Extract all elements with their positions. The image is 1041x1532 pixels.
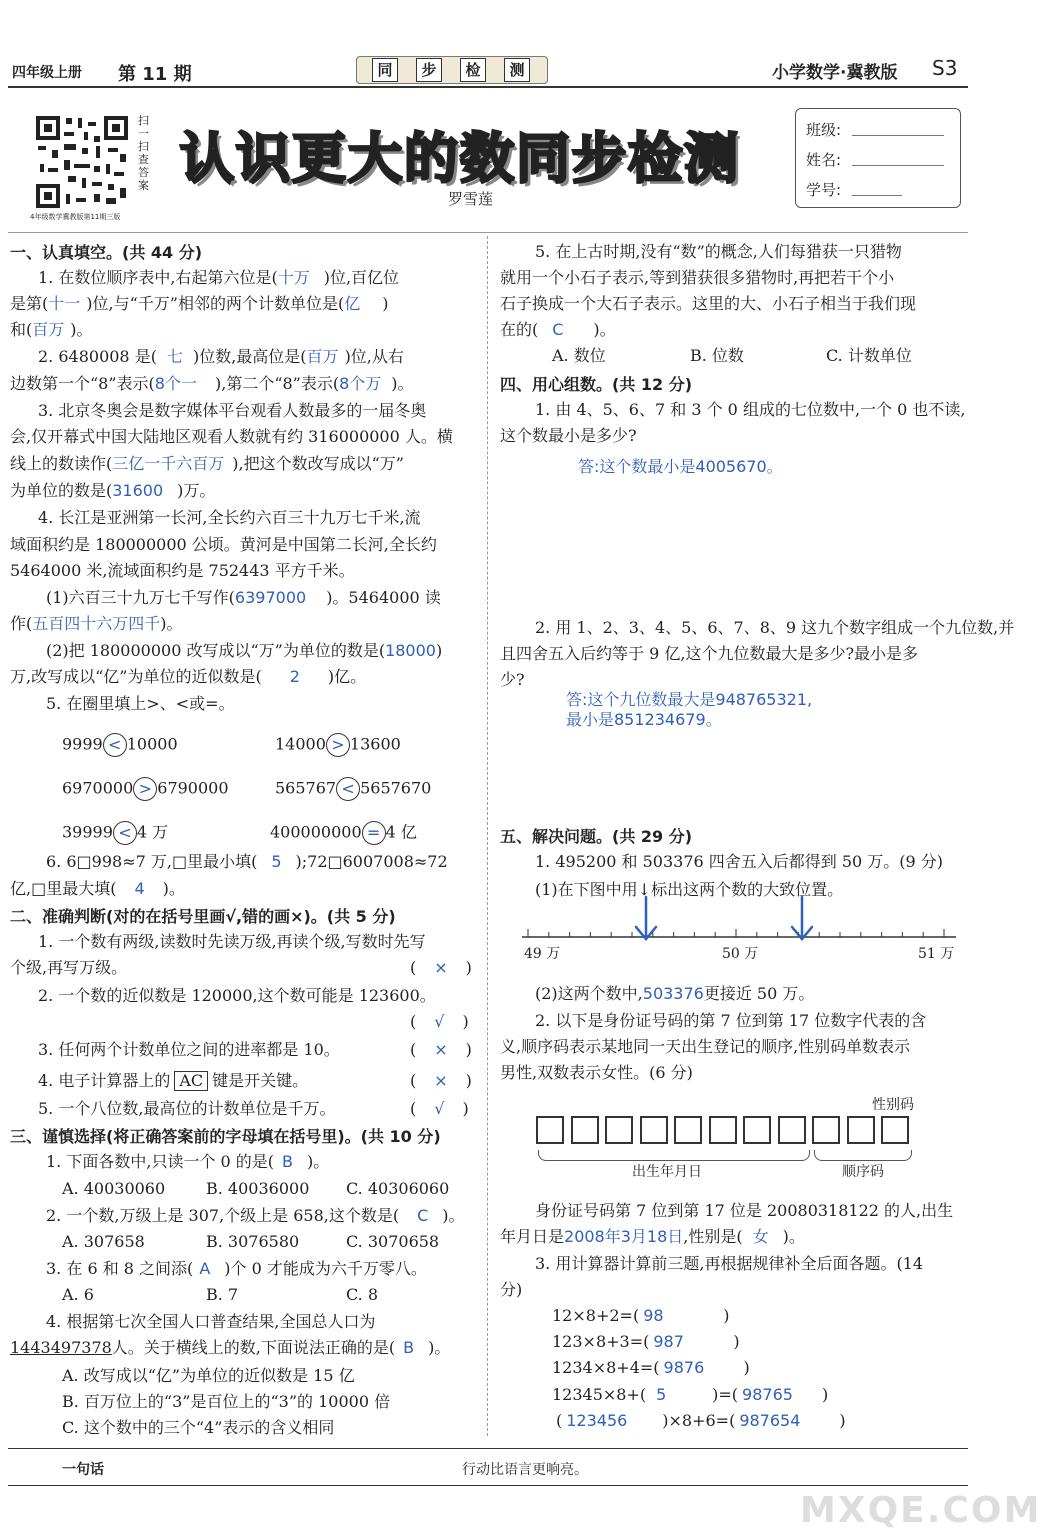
calc-expr: ( [556, 1411, 563, 1430]
choice-3-opt-b: B. 7 [206, 1285, 239, 1304]
judge-1-answer[interactable]: ( × ) [410, 958, 472, 977]
choice-5-line3: 石子换成一个大石子表示。这里的大、小石子相当于我们现 [500, 294, 917, 313]
id-digit-box[interactable] [571, 1116, 599, 1144]
qr-caption: 4年级数学冀教版第11期三版 [30, 213, 121, 221]
choice-4-opt-c: C. 这个数中的三个“4”表示的含义相同 [62, 1418, 335, 1437]
choice-text: 1. 下面各数中,只读一个 0 的是( [46, 1152, 275, 1171]
answer: √ [434, 1012, 445, 1031]
group-2-answer-1: 答:这个九位数最大是948765321, [566, 690, 813, 709]
calc-expr: 12×8+2=( [552, 1306, 640, 1325]
id-digit-box[interactable] [847, 1116, 875, 1144]
answer: B [403, 1338, 415, 1357]
column-divider [487, 236, 488, 1436]
q4-text: )。 [160, 614, 183, 633]
q3-text: 线上的数读作( [10, 454, 113, 473]
author: 罗雪莲 [448, 190, 494, 208]
q2-line1 [38, 347, 404, 367]
compare-item [62, 821, 168, 845]
calc-expr: ) [733, 1332, 740, 1351]
compare-left: 6970000 [62, 778, 134, 798]
q3-text: ),把这个数改写成以“万” [232, 454, 404, 473]
answer: C [417, 1206, 429, 1225]
judge-3-answer[interactable]: ( × ) [410, 1040, 472, 1059]
problem-1-line1: 1. 495200 和 503376 四舍五入后都得到 50 万。(9 分) [535, 852, 944, 871]
ac-key: AC [174, 1071, 208, 1091]
id-field[interactable] [852, 195, 902, 196]
id-digit-box[interactable] [674, 1116, 702, 1144]
compare-left: 565767 [275, 778, 337, 798]
q4-text: ) [435, 641, 443, 660]
section-2-title: 二、准确判断(对的在括号里画√,错的画×)。(共 5 分) [10, 907, 396, 926]
calc-row [552, 1306, 729, 1326]
footer-quote: 行动比语言更响亮。 [462, 1462, 588, 1478]
q2-text: )位数,最高位是( [192, 347, 307, 366]
choice-4-opt-a: A. 改写成以“亿”为单位的近似数是 15 亿 [62, 1366, 355, 1385]
problem-text: 年月日是 [500, 1227, 565, 1246]
judge-4-answer[interactable]: ( × ) [410, 1071, 472, 1090]
answer: 七 [166, 347, 183, 366]
problem-text: )。 [782, 1227, 805, 1246]
judge-5: 5. 一个八位数,最高位的计数单位是千万。 [38, 1099, 336, 1118]
q6-text: 亿,□里最大填( [10, 879, 117, 898]
choice-5-opt-c: C. 计数单位 [826, 346, 912, 365]
choice-4-line1: 4. 根据第七次全国人口普查结果,全国总人口为 [46, 1312, 376, 1331]
judge-3: 3. 任何两个计数单位之间的进率都是 10。 [38, 1040, 340, 1059]
answer: 9876 [663, 1358, 705, 1377]
problem-1-line2: (1)在下图中用↓标出这两个数的大致位置。 [535, 880, 844, 899]
q3-line4 [10, 481, 215, 501]
q4-text: 作( [10, 614, 33, 633]
grade-label: 四年级上册 [12, 65, 82, 81]
choice-text: 3. 在 6 和 8 之间添( [46, 1259, 194, 1278]
compare-right: 4 亿 [385, 822, 417, 842]
underlined-number: 1443497378 [10, 1338, 112, 1357]
choice-3-opt-c: C. 8 [346, 1285, 379, 1304]
answer: 十万 [277, 268, 310, 287]
class-label: 班级: [806, 121, 842, 139]
choice-text: )。 [442, 1206, 465, 1225]
judge-5-answer[interactable]: ( √ ) [410, 1099, 469, 1118]
choice-text: 人。关于横线上的数,下面说法正确的是( [111, 1338, 396, 1357]
calc-expr: ) [822, 1385, 829, 1404]
gender-code-label: 性别码 [872, 1097, 914, 1113]
compare-circle[interactable]: < [113, 821, 137, 845]
q6-text: );72□6007008≈72 [295, 852, 448, 871]
id-digit-box[interactable] [709, 1116, 737, 1144]
order-brace [814, 1150, 912, 1161]
compare-circle[interactable]: < [336, 777, 360, 801]
student-info-box [795, 108, 961, 208]
compare-right: 10000 [126, 734, 178, 754]
compare-item [275, 733, 401, 757]
group-1-line1: 1. 由 4、5、6、7 和 3 个 0 组成的七位数中,一个 0 也不读, [535, 400, 966, 419]
q4-line4 [46, 588, 441, 608]
compare-circle[interactable]: < [103, 733, 127, 757]
choice-text: 2. 一个数,万级上是 307,个级上是 658,这个数是( [46, 1206, 400, 1225]
q4-text: 万,改写成以“亿”为单位的近似数是( [10, 667, 262, 686]
answer: 18000 [385, 641, 436, 660]
page-number: S3 [932, 56, 958, 80]
calc-expr: ) [723, 1306, 730, 1325]
q4-text: (1)六百三十九万七千写作( [46, 588, 235, 607]
q1-text: 1. 在数位顺序表中,右起第六位是( [38, 268, 278, 287]
compare-left: 39999 [62, 822, 113, 842]
answer: 5 [271, 852, 282, 871]
answer: C [552, 320, 564, 339]
choice-5-opt-a: A. 数位 [552, 346, 606, 365]
problem-3-line1: 3. 用计算器计算前三题,再根据规律补全后面各题。(14 [535, 1254, 924, 1273]
calc-row [552, 1385, 828, 1405]
section-4-title: 四、用心组数。(共 12 分) [500, 375, 693, 394]
answer: 503376 [642, 984, 704, 1003]
q3-line1: 3. 北京冬奥会是数字媒体平台观看人数最多的一届冬奥 [38, 401, 427, 420]
class-field[interactable] [852, 135, 944, 136]
section-3-title: 三、谨慎选择(将正确答案前的字母填在括号里)。(共 10 分) [10, 1127, 441, 1146]
choice-3-opt-a: A. 6 [62, 1285, 94, 1304]
answer: B [282, 1152, 294, 1171]
judge-2-answer[interactable]: ( √ ) [410, 1012, 469, 1031]
choice-text: )。 [307, 1152, 330, 1171]
section-1-title: 一、认真填空。(共 44 分) [10, 243, 203, 262]
choice-1 [46, 1152, 329, 1172]
compare-right: 4 万 [136, 822, 169, 842]
answer: √ [434, 1099, 445, 1118]
q2-line2 [10, 374, 414, 394]
compare-right: 13600 [349, 734, 401, 754]
banner-char: 检 [460, 58, 486, 82]
group-2-answer-2: 最小是851234679。 [566, 710, 722, 729]
choice-2-opt-b: B. 3076580 [206, 1232, 300, 1251]
compare-circle[interactable]: > [326, 733, 350, 757]
q2-text: 边数第一个“8”表示( [10, 374, 155, 393]
q4-text: (2)把 180000000 改写成以“万”为单位的数是( [46, 641, 386, 660]
section-5-title: 五、解决问题。(共 29 分) [500, 827, 693, 846]
calc-expr: )=( [712, 1385, 739, 1404]
q4-line2: 域面积约是 180000000 公顷。黄河是中国第二长河,全长约 [10, 535, 437, 554]
q3-text: 为单位的数是( [10, 481, 113, 500]
answer: 五百四十六万四千 [32, 614, 161, 633]
group-2-line3: 少? [500, 670, 525, 689]
q6-text: 6. 6□998≈7 万,□里最小填( [46, 852, 258, 871]
compare-item [62, 733, 178, 757]
birth-label: 出生年月日 [632, 1164, 702, 1180]
qr-side-text: 扫一扫 查答案 [138, 114, 149, 192]
judge-2: 2. 一个数的近似数是 120000,这个数可能是 123600。 [38, 986, 436, 1005]
q1-line1 [10, 268, 399, 288]
q4-text: )亿。 [327, 667, 367, 686]
problem-2-line1: 2. 以下是身份证号码的第 7 位到第 17 位数字代表的含 [535, 1011, 927, 1030]
answer: × [434, 1040, 448, 1059]
compare-item [275, 777, 431, 801]
choice-1-opt-b: B. 40036000 [206, 1179, 310, 1198]
compare-circle[interactable]: = [362, 821, 386, 845]
calc-row [552, 1332, 740, 1352]
divider [8, 232, 968, 233]
banner-char: 测 [504, 58, 530, 82]
q1-line2 [10, 294, 388, 314]
answer: 4 [134, 879, 145, 898]
q1-text: ) [382, 294, 389, 313]
answer: 8个万 [339, 374, 382, 393]
group-1-answer: 答:这个数最小是4005670。 [578, 457, 783, 476]
number-line-left-label: 49 万 [524, 946, 561, 962]
id-digit-box[interactable] [536, 1116, 564, 1144]
q1-text: 是第( [10, 294, 49, 313]
q4-text: )。5464000 读 [326, 588, 441, 607]
choice-text: )个 0 才能成为六千万零八。 [224, 1259, 427, 1278]
calc-row [556, 1411, 846, 1431]
problem-text: (2)这两个数中, [535, 984, 643, 1003]
answer: 5 [656, 1385, 667, 1404]
id-digit-box[interactable] [812, 1116, 840, 1144]
calc-expr: ) [839, 1411, 846, 1430]
group-1-line2: 这个数最小是多少? [500, 426, 637, 445]
problem-1-part2 [535, 984, 814, 1004]
id-label: 学号: [806, 181, 842, 199]
choice-text: 在的( [500, 320, 539, 339]
q2-text: )。 [391, 374, 414, 393]
compare-item [270, 821, 417, 845]
judge-4-text: 4. 电子计算器上的 [38, 1071, 171, 1090]
answer: × [434, 1071, 448, 1090]
answer: 百万 [32, 320, 65, 339]
judge-1-line1: 1. 一个数有两级,读数时先读万级,再读个级,写数时先写 [38, 932, 426, 951]
q3-text: )万。 [177, 481, 216, 500]
q4-line5 [10, 614, 183, 634]
compare-left: 14000 [275, 734, 326, 754]
banner-char: 步 [416, 58, 442, 82]
group-2-line1: 2. 用 1、2、3、4、5、6、7、8、9 这九个数字组成一个九位数,并 [535, 618, 1015, 637]
judge-4 [38, 1071, 308, 1091]
q6-text: )。 [162, 879, 185, 898]
answer: × [434, 958, 448, 977]
number-line-mid-label: 50 万 [722, 946, 759, 962]
calc-row [552, 1358, 750, 1378]
q6-line2 [10, 879, 185, 899]
q1-line3 [10, 320, 93, 340]
answer: 2008年3月18日 [564, 1227, 684, 1246]
q2-text: 2. 6480008 是( [38, 347, 157, 366]
choice-2-opt-a: A. 307658 [62, 1232, 145, 1251]
q3-line3 [10, 454, 404, 474]
q4-line3: 5464000 米,流域面积约是 752443 平方千米。 [10, 561, 355, 580]
order-label: 顺序码 [842, 1164, 884, 1180]
problem-2-line4: 身份证号码第 7 位到第 17 位是 20080318122 的人,出生 [535, 1201, 954, 1220]
answer: 三亿一千六百万 [112, 454, 225, 473]
group-2-line2: 且四舍五入后约等于 9 亿,这个九位数最大是多少?最小是多 [500, 644, 919, 663]
choice-3 [46, 1259, 427, 1279]
answer: 98 [643, 1306, 664, 1325]
number-line-right-label: 51 万 [918, 946, 955, 962]
q2-text: ),第二个“8”表示( [214, 374, 340, 393]
id-digit-box[interactable] [743, 1116, 771, 1144]
choice-4-opt-b: B. 百万位上的“3”是百位上的“3”的 10000 倍 [62, 1392, 391, 1411]
watermark: MXQE.COM [800, 1490, 1041, 1531]
choice-5-opt-b: B. 位数 [690, 346, 744, 365]
choice-1-opt-a: A. 40030060 [62, 1179, 166, 1198]
choice-2 [46, 1206, 465, 1226]
qr-code-icon [34, 114, 130, 210]
problem-2-line5 [500, 1227, 805, 1247]
q5-title: 5. 在圈里填上>、<或=。 [46, 694, 235, 713]
answer: 女 [752, 1227, 769, 1246]
subject-label: 小学数学·冀教版 [772, 63, 898, 83]
q4-line1: 4. 长江是亚洲第一长河,全长约六百三十九万七千米,流 [38, 508, 421, 527]
answer: 987 [653, 1332, 684, 1351]
q6-line1 [46, 852, 448, 872]
choice-2-opt-c: C. 3070658 [346, 1232, 440, 1251]
answer: 8个一 [154, 374, 197, 393]
id-digit-box[interactable] [881, 1116, 909, 1144]
page-title: 认识更大的数同步检测 [180, 127, 740, 190]
answer: 百万 [306, 347, 339, 366]
compare-left: 400000000 [270, 822, 362, 842]
judge-1-line2: 个级,再写万级。 [10, 958, 128, 977]
issue-label: 第 11 期 [118, 64, 192, 85]
answer: A [199, 1259, 211, 1278]
q3-line2: 会,仅开幕式中国大陆地区观看人数就有约 316000000 人。横 [10, 427, 453, 446]
answer: 98765 [742, 1385, 793, 1404]
compare-right: 6790000 [157, 778, 229, 798]
id-digit-box[interactable] [605, 1116, 633, 1144]
choice-text: )。 [593, 320, 616, 339]
problem-text: ,性别是( [683, 1227, 743, 1246]
answer: 亿 [344, 294, 361, 313]
answer: 十一 [48, 294, 81, 313]
q4-line6 [46, 641, 442, 661]
choice-5-line4 [500, 320, 616, 340]
banner [356, 50, 546, 88]
problem-text: 更接近 50 万。 [703, 984, 815, 1003]
q1-text: )位,百亿位 [323, 268, 400, 287]
judge-4-text: 键是开关键。 [212, 1071, 309, 1090]
answer: 2 [289, 667, 300, 686]
q4-line7 [10, 667, 366, 687]
answer: 123456 [566, 1411, 628, 1430]
problem-2-line2: 义,顺序码表示某地同一天出生登记的顺序,性别码单数表示 [500, 1037, 911, 1056]
q1-text: )。 [70, 320, 93, 339]
compare-left: 9999 [62, 734, 103, 754]
compare-item [62, 777, 229, 801]
q2-text: )位,从右 [344, 347, 404, 366]
id-digit-box[interactable] [778, 1116, 806, 1144]
banner-char: 同 [372, 58, 398, 82]
compare-circle[interactable]: > [133, 777, 157, 801]
choice-5-line1: 5. 在上古时期,没有“数”的概念,人们每猎获一只猎物 [535, 242, 902, 261]
choice-4-line2 [10, 1338, 450, 1358]
q1-text: 和( [10, 320, 33, 339]
problem-2-line3: 男性,双数表示女性。(6 分) [500, 1063, 693, 1082]
compare-right: 5657670 [360, 778, 432, 798]
calc-expr: 1234×8+4=( [552, 1358, 660, 1377]
id-digit-box[interactable] [640, 1116, 668, 1144]
name-label: 姓名: [806, 151, 842, 169]
answer: 987654 [739, 1411, 801, 1430]
footer-bar [8, 1448, 968, 1486]
problem-3-line2: 分) [500, 1280, 523, 1299]
birth-brace [538, 1150, 810, 1161]
calc-expr: )×8+6=( [662, 1411, 736, 1430]
footer-label: 一句话 [62, 1462, 104, 1478]
answer: 6397000 [234, 588, 307, 607]
q1-text: )位,与“千万”相邻的两个计数单位是( [86, 294, 345, 313]
calc-expr: ) [743, 1358, 750, 1377]
name-field[interactable] [852, 165, 944, 166]
choice-5-line2: 就用一个小石子表示,等到猎获很多猎物时,再把若干个小 [500, 268, 895, 287]
answer: 31600 [112, 481, 164, 500]
choice-text: )。 [428, 1338, 451, 1357]
choice-1-opt-c: C. 40306060 [346, 1179, 450, 1198]
calc-expr: 12345×8+( [552, 1385, 647, 1404]
calc-expr: 123×8+3=( [552, 1332, 650, 1351]
